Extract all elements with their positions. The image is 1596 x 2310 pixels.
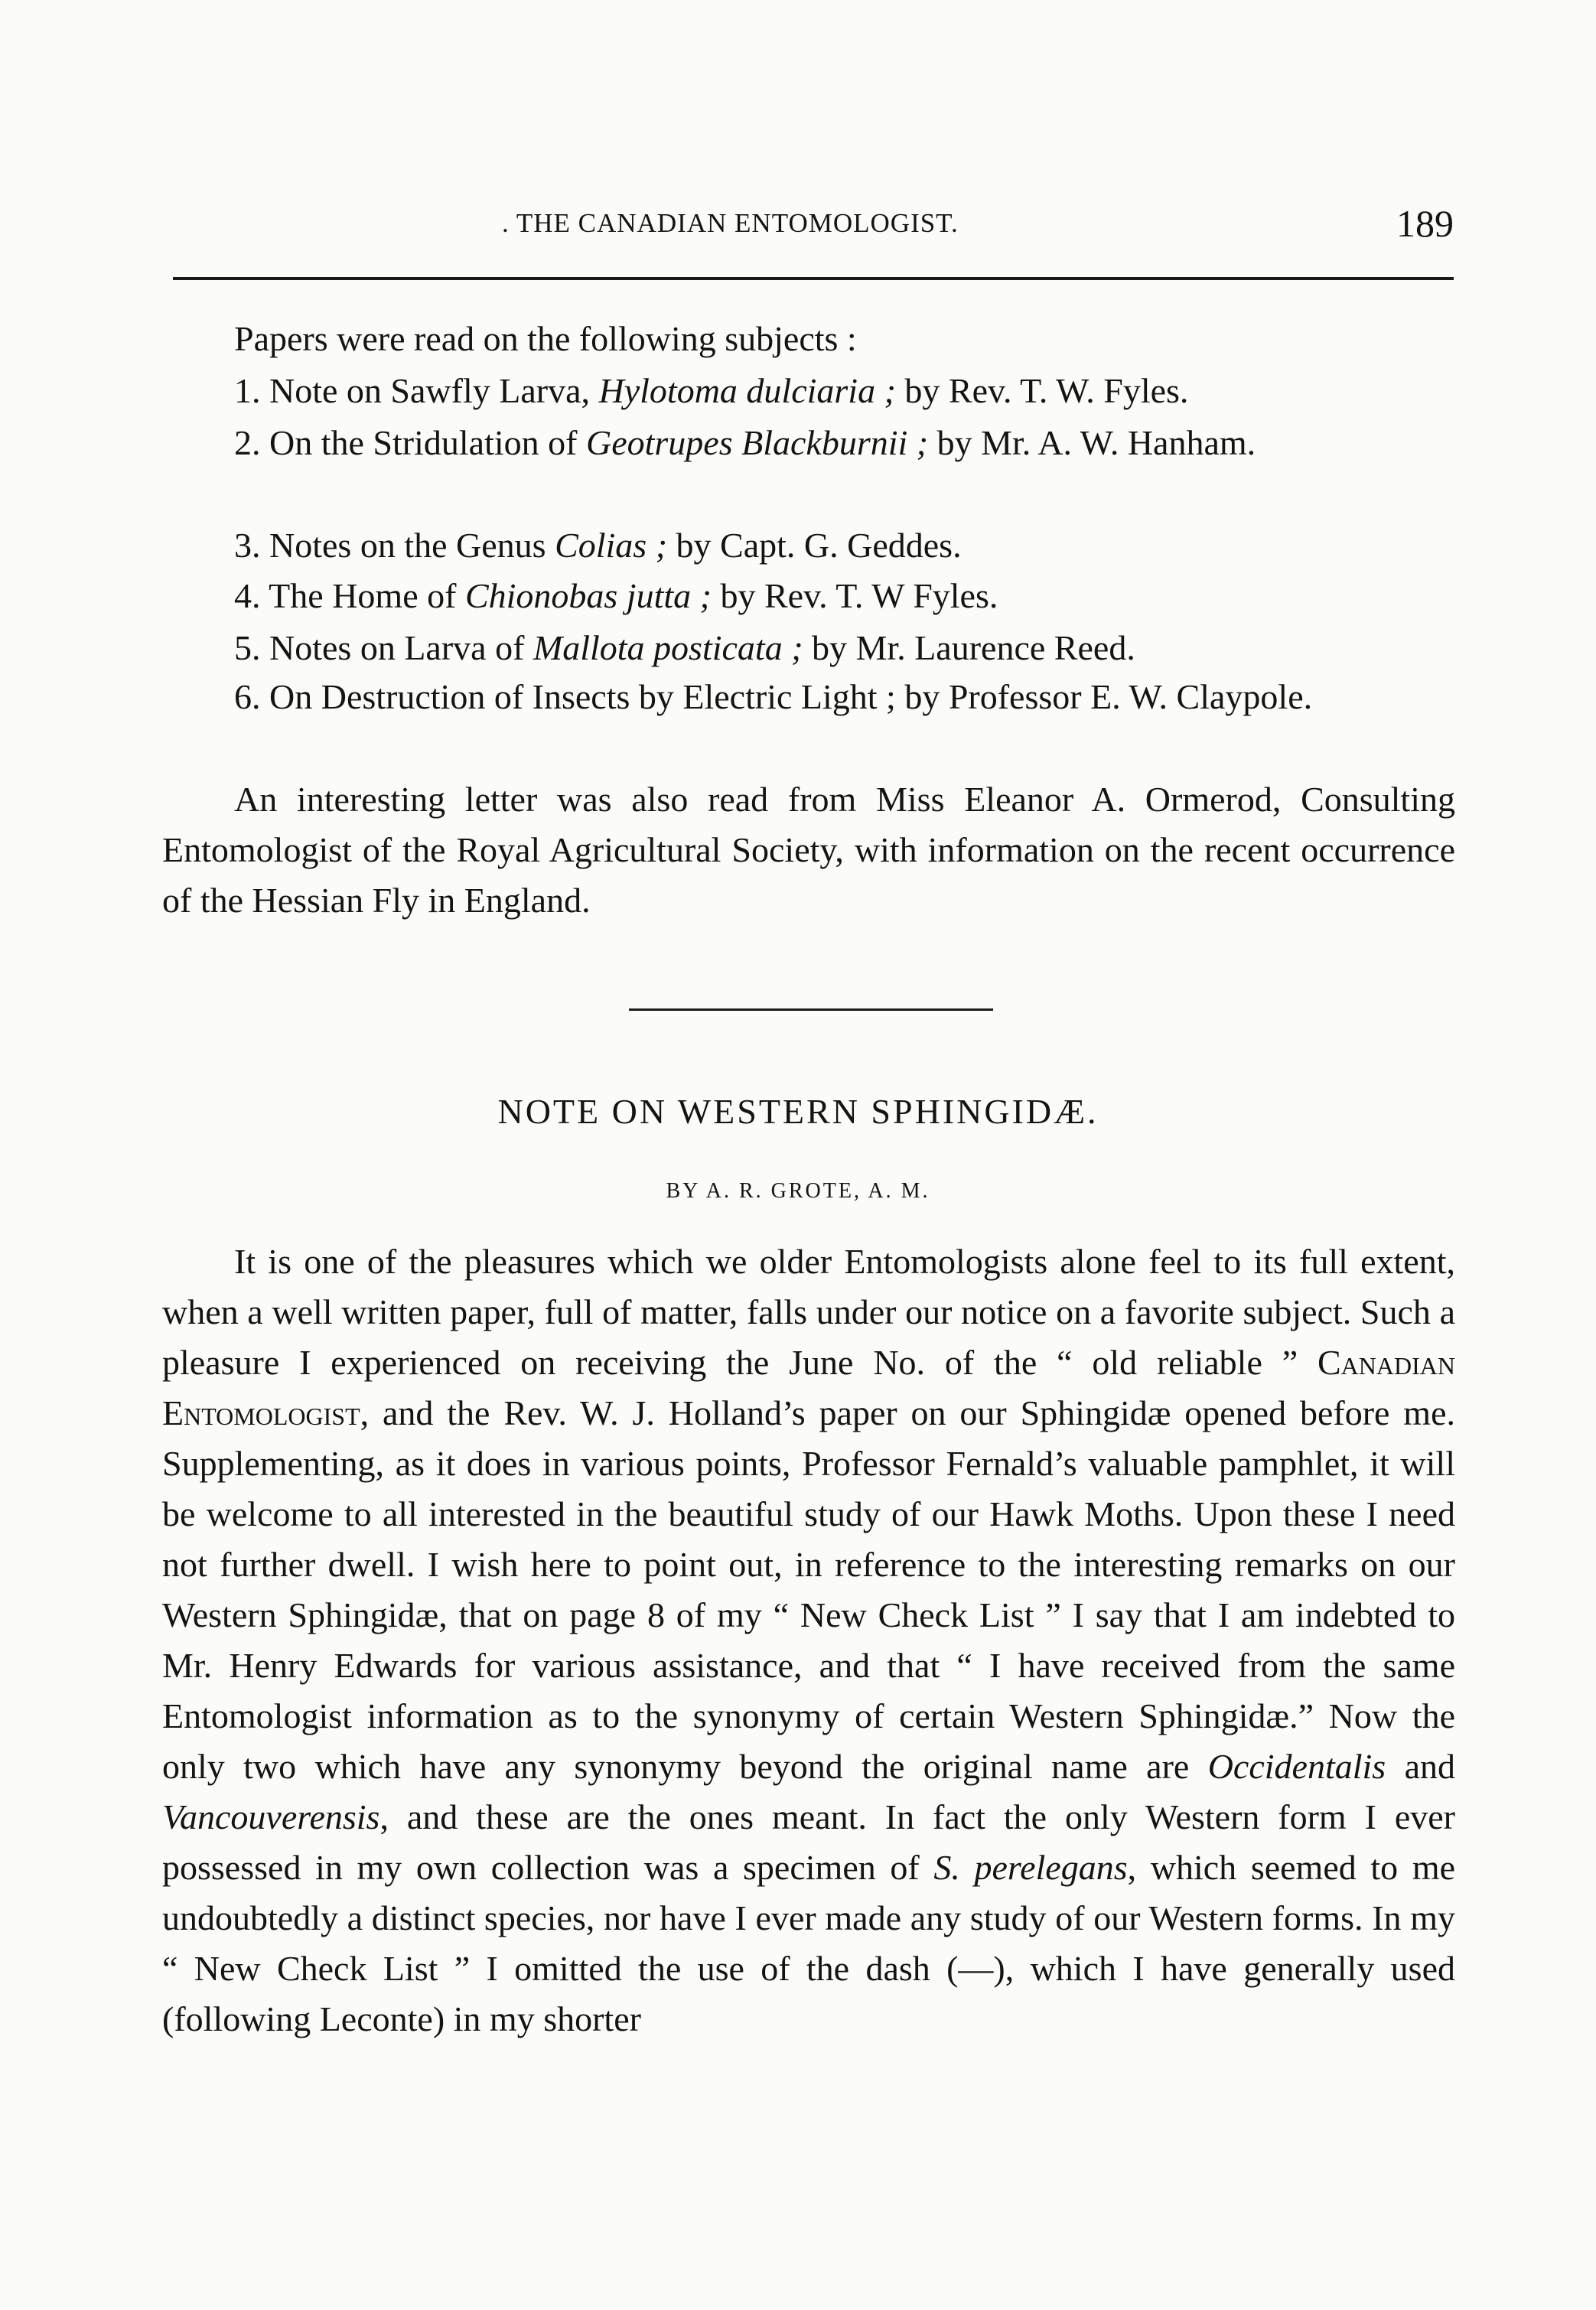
species-perelegans: S. perelegans bbox=[933, 1848, 1128, 1887]
species-vancouverensis: Vancouverensis bbox=[162, 1797, 380, 1836]
article-title: NOTE ON WESTERN SPHINGIDÆ. bbox=[497, 1092, 1099, 1131]
paper-item-6: 6. On Destruction of Insects by Electric Light ; by Professor E. W. Claypole. bbox=[234, 677, 1313, 716]
papers-intro: Papers were read on the following subjects : bbox=[234, 319, 857, 358]
paper-item-2: 2. On the Stridulation of Geotrupes Blackburnii ; by Mr. A. W. Hanham. bbox=[234, 423, 1256, 462]
journal-name: Canadian Entomologist bbox=[162, 1343, 1455, 1432]
section-divider bbox=[629, 1008, 993, 1011]
letter-paragraph: An interesting letter was also read from Miss Eleanor A. Ormerod, Consulting Entomologist of the Royal Agricultural Society, with information on the recent occurrence of the Hessian Fly in England. bbox=[162, 780, 1455, 920]
running-header bbox=[173, 200, 1454, 246]
article-byline: BY A. R. GROTE, A. M. bbox=[666, 1179, 930, 1203]
paper-item-4: 4. The Home of Chionobas jutta ; by Rev. T. W Fyles. bbox=[234, 576, 998, 615]
paper-item-1: 1. Note on Sawfly Larva, Hylotoma dulciaria ; by Rev. T. W. Fyles. bbox=[234, 371, 1189, 410]
paper-item-5: 5. Notes on Larva of Mallota posticata ; by Mr. Laurence Reed. bbox=[234, 628, 1135, 667]
running-title: . THE CANADIAN ENTOMOLOGIST. bbox=[502, 208, 959, 238]
article-body: It is one of the pleasures which we older Entomologists alone feel to its full extent, when a well written paper, full of matter, falls under our notice on a favorite subject. Such a pleasure I experienced on receiving the June No. of the “ old reliable ” Canadian Entomologist, and the Rev. W. J. Holland’s paper on our Sphingidæ opened before me. Supplementing, as it does in various points, Professor Fernald’s valuable pamphlet, it will be welcome to all interested in the beautiful study of our Hawk Moths. Upon these I need not further dwell. I wish here to point out, in reference to the interesting remarks on our Western Sphingidæ, that on page 8 of my “ New Check List ” I say that I am indebted to Mr. Henry Edwards for various assistance, and that “ I have received from the same Entomologist information as to the synonymy of certain Western Sphingidæ.” Now the only two which have any synonymy beyond the original name are Occidentalis and Vancouverensis, and these are the ones meant. In fact the only Western form I ever possessed in my own collection was a specimen of S. perelegans, which seemed to me undoubtedly a distinct species, nor have I ever made any study of our Western forms. In my “ New Check List ” I omitted the use of the dash (—), which I have generally used (following Leconte) in my shorter bbox=[162, 1242, 1456, 2038]
page-number: 189 bbox=[1396, 202, 1454, 245]
paper-item-3: 3. Notes on the Genus Colias ; by Capt. G. Geddes. bbox=[234, 526, 962, 565]
species-occidentalis: Occidentalis bbox=[1207, 1747, 1386, 1786]
header-rule bbox=[173, 277, 1454, 280]
